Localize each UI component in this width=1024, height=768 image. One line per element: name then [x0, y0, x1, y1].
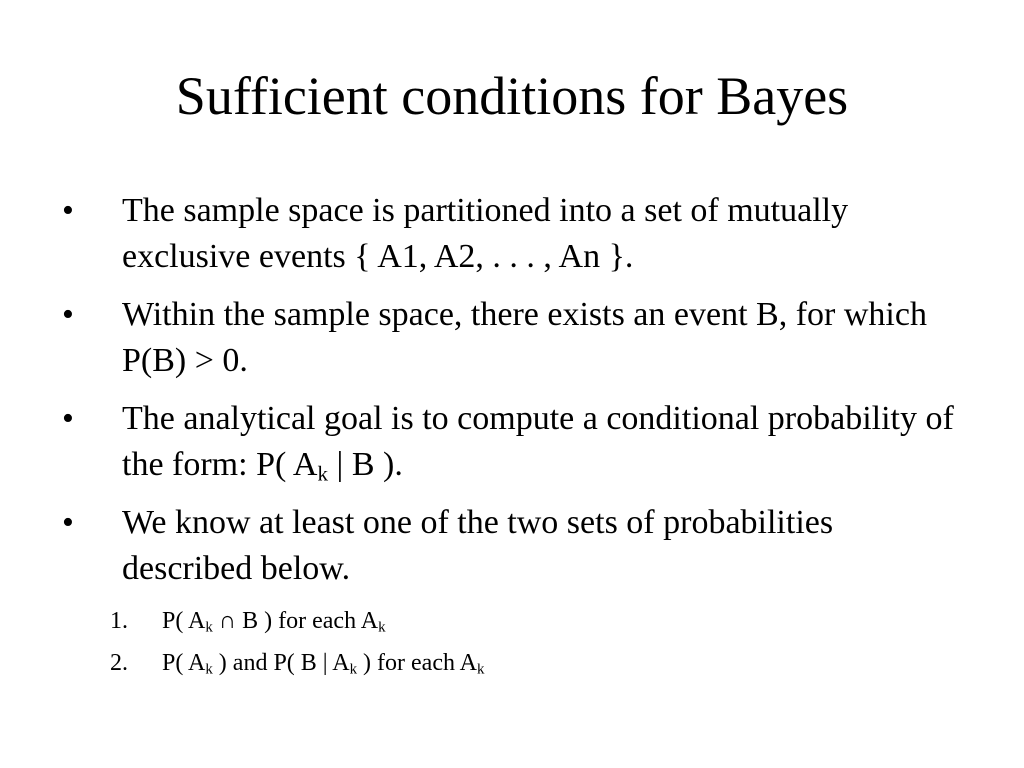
bullet-marker: •	[62, 296, 74, 333]
text-part: P( A	[162, 650, 206, 676]
bullet-marker: •	[62, 504, 74, 541]
numbered-text	[162, 650, 484, 676]
bullet-item	[62, 500, 962, 592]
bullet-item	[62, 188, 962, 280]
bullet-text: The sample space is partitioned into a set of mutually exclusive events { A1, A2, . . . , An }.	[122, 192, 849, 275]
number-marker: 1.	[110, 608, 128, 634]
bullet-item	[62, 292, 962, 384]
numbered-list	[110, 602, 910, 686]
bullet-marker: •	[62, 400, 74, 437]
text-part: ∩ B ) for each A	[212, 608, 379, 634]
bullet-marker: •	[62, 192, 74, 229]
subscript: k	[477, 661, 485, 678]
subscript: k	[205, 619, 213, 636]
bullet-text: Within the sample space, there exists an event B, for which P(B) > 0.	[122, 296, 927, 379]
subscript: k	[317, 461, 329, 486]
bullet-list	[62, 188, 962, 604]
bullet-text: We know at least one of the two sets of probabilities described below.	[122, 504, 834, 587]
text-part: P( A	[162, 608, 206, 634]
bullet-text	[122, 400, 954, 486]
subscript: k	[378, 619, 386, 636]
bullet-text-part: | B ).	[328, 446, 403, 483]
bullet-text-part: The analytical goal is to compute a conditional probability of the form: P( A	[122, 400, 954, 483]
subscript: k	[349, 661, 358, 678]
number-marker: 2.	[110, 650, 128, 676]
text-part: ) for each A	[357, 650, 477, 676]
numbered-text	[162, 608, 386, 634]
text-part: ) and P( B | A	[212, 650, 350, 676]
numbered-item	[110, 644, 910, 682]
slide-title: Sufficient conditions for Bayes	[175, 66, 849, 126]
subscript: k	[205, 661, 213, 678]
bullet-item	[62, 396, 962, 488]
numbered-item	[110, 602, 910, 640]
